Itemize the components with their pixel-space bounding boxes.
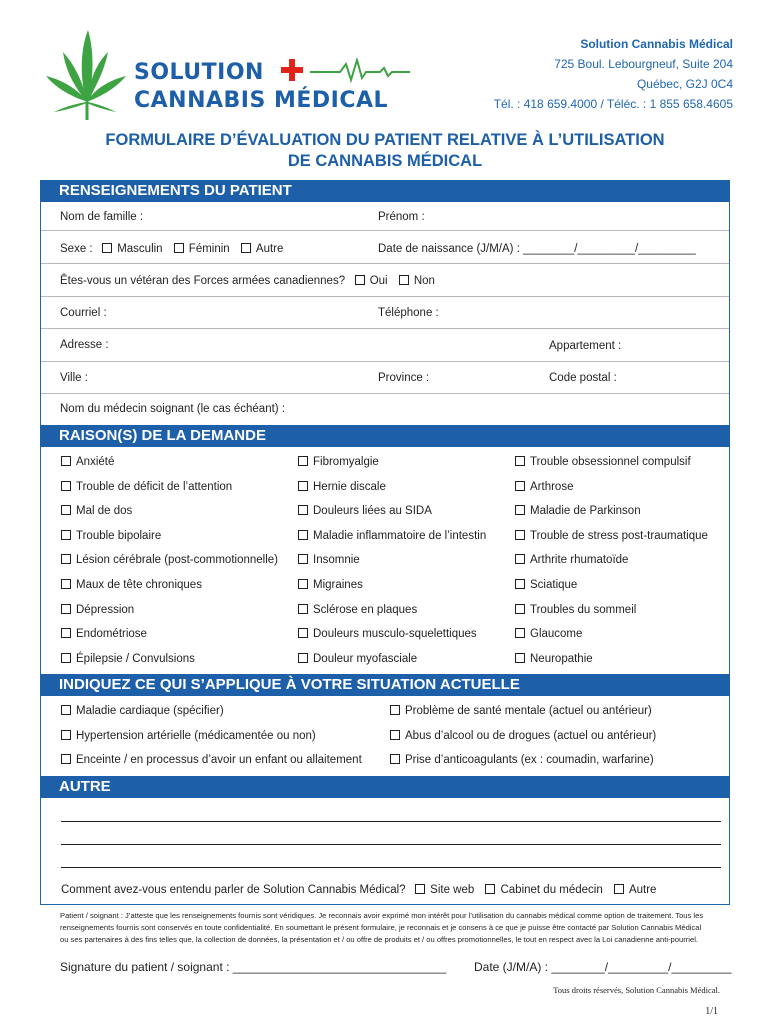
checkbox[interactable] [485, 884, 495, 894]
reason-label: Endométriose [76, 628, 147, 641]
checkbox[interactable] [515, 628, 525, 638]
reason-item[interactable] [298, 480, 386, 494]
form-title-line1: FORMULAIRE D’ÉVALUATION DU PATIENT RELATIVE À L’UTILISATION [105, 131, 665, 149]
checkbox[interactable] [515, 505, 525, 515]
checkbox[interactable] [61, 456, 71, 466]
reason-label: Anxiété [76, 456, 115, 468]
reason-item[interactable] [298, 504, 432, 518]
reason-item[interactable] [515, 529, 708, 543]
date-field[interactable]: Date (J/M/A) : ________/_________/_________ [474, 960, 732, 974]
reason-label: Hernie discale [313, 480, 386, 493]
checkbox[interactable] [61, 554, 71, 564]
row-divider [41, 230, 729, 231]
referral-question: Comment avez-vous entendu parler de Solution Cannabis Médical? [61, 884, 406, 896]
section-header-other: AUTRE [40, 776, 730, 798]
reason-label: Trouble de stress post-traumatique [530, 529, 708, 542]
reason-label: Migraines [313, 579, 363, 591]
doctor-field[interactable]: Nom du médecin soignant (le cas échéant) : [60, 403, 286, 415]
checkbox[interactable] [174, 243, 184, 253]
page-number: 1/1 [705, 1006, 718, 1017]
checkbox[interactable] [515, 604, 525, 614]
signature-field[interactable]: Signature du patient / soignant : ________________________________ [60, 960, 447, 974]
checkbox[interactable] [515, 579, 525, 589]
reason-label: Mal de dos [76, 505, 133, 518]
comment-line[interactable] [61, 844, 721, 845]
section-header-patient: RENSEIGNEMENTS DU PATIENT [40, 180, 730, 202]
referral-field [61, 883, 664, 897]
reason-label: Épilepsie / Convulsions [76, 652, 195, 665]
reason-item[interactable] [298, 578, 363, 592]
reason-label: Douleur myofasciale [313, 652, 418, 665]
reason-label: Sciatique [530, 579, 578, 591]
checkbox[interactable] [399, 275, 409, 285]
address-line1: 725 Boul. Lebourgneuf, Suite 204 [554, 57, 733, 71]
veteran-option-no[interactable]: Non [399, 275, 435, 287]
reason-item[interactable] [61, 480, 232, 494]
reason-item[interactable] [298, 529, 486, 543]
reason-item[interactable] [515, 480, 573, 494]
checkbox[interactable] [102, 243, 112, 253]
form-title [0, 130, 770, 172]
reason-item[interactable] [61, 603, 134, 617]
checkbox[interactable] [515, 481, 525, 491]
city-field[interactable]: Ville : [60, 372, 88, 384]
province-field[interactable]: Province : [378, 372, 430, 384]
reason-item[interactable] [515, 553, 628, 567]
checkbox[interactable] [61, 628, 71, 638]
address-field[interactable]: Adresse : [60, 339, 109, 351]
situation-item[interactable] [390, 704, 652, 718]
reason-item[interactable] [298, 455, 379, 469]
checkbox[interactable] [61, 481, 71, 491]
checkbox[interactable] [298, 604, 308, 614]
apartment-field[interactable]: Appartement : [549, 340, 622, 352]
situation-item[interactable] [61, 704, 224, 718]
situation-label: Maladie cardiaque (spécifier) [76, 705, 224, 717]
checkbox[interactable] [515, 554, 525, 564]
checkbox[interactable] [61, 530, 71, 540]
situation-item[interactable] [61, 729, 316, 743]
checkbox[interactable] [61, 705, 71, 715]
checkbox[interactable] [241, 243, 251, 253]
section-header-reasons: RAISON(S) DE LA DEMANDE [40, 425, 730, 447]
sex-option-male[interactable]: Masculin [102, 243, 162, 255]
reason-item[interactable] [61, 504, 132, 518]
reason-item[interactable] [298, 603, 417, 617]
reason-item[interactable] [61, 652, 195, 666]
reason-item[interactable] [61, 627, 147, 641]
reason-label: Glaucome [530, 628, 583, 641]
phone-field[interactable]: Téléphone : [378, 307, 439, 319]
reason-item[interactable] [61, 553, 278, 567]
checkbox[interactable] [614, 884, 624, 894]
reason-item[interactable] [298, 627, 477, 641]
referral-option-doctor[interactable]: Cabinet du médecin [485, 884, 602, 896]
referral-option-other[interactable]: Autre [614, 884, 657, 896]
checkbox[interactable] [390, 730, 400, 740]
referral-option-website[interactable]: Site web [415, 884, 474, 896]
postal-code-field[interactable]: Code postal : [549, 372, 617, 384]
reason-label: Douleurs liées au SIDA [313, 505, 432, 518]
veteran-field [60, 274, 443, 288]
phone-line: Tél. : 418 659.4000 / Téléc. : 1 855 658.4605 [493, 97, 733, 111]
row-divider [41, 393, 729, 394]
row-divider [41, 361, 729, 362]
reason-item[interactable] [61, 529, 161, 543]
reason-label: Troubles du sommeil [530, 603, 637, 616]
reason-label: Trouble obsessionnel compulsif [530, 456, 691, 468]
reason-label: Insomnie [313, 554, 360, 567]
checkbox[interactable] [298, 579, 308, 589]
reason-label: Maux de tête chroniques [76, 579, 202, 591]
checkbox[interactable] [390, 705, 400, 715]
reason-item[interactable] [61, 578, 202, 592]
situation-item[interactable] [390, 729, 656, 743]
form-title-line2: DE CANNABIS MÉDICAL [287, 152, 483, 170]
reason-item[interactable] [515, 455, 691, 469]
comment-line[interactable] [61, 867, 721, 868]
medical-cross-icon [281, 59, 303, 81]
section-header-situation: INDIQUEZ CE QUI S’APPLIQUE À VOTRE SITUATION ACTUELLE [40, 674, 730, 696]
company-name: Solution Cannabis Médical [580, 37, 733, 51]
reason-item[interactable] [515, 504, 641, 518]
reason-item[interactable] [515, 627, 582, 641]
reason-label: Lésion cérébrale (post-commotionnelle) [76, 554, 278, 567]
heartbeat-line-icon [310, 58, 410, 84]
reason-item[interactable] [515, 603, 636, 617]
situation-label: Enceinte / en processus d’avoir un enfant ou allaitement [76, 754, 362, 766]
checkbox[interactable] [355, 275, 365, 285]
last-name-field[interactable]: Nom de famille : [60, 211, 144, 223]
reason-label: Trouble bipolaire [76, 529, 162, 542]
checkbox[interactable] [298, 554, 308, 564]
situation-label: Problème de santé mentale (actuel ou antérieur) [405, 705, 652, 717]
veteran-option-yes[interactable]: Oui [355, 275, 388, 287]
dob-field[interactable]: Date de naissance (J/M/A) : ________/_________/_________ [378, 243, 696, 255]
logo-line1: SOLUTION [134, 60, 264, 85]
checkbox[interactable] [298, 456, 308, 466]
rights-notice: Tous droits réservés, Solution Cannabis Médical. [553, 985, 720, 995]
row-divider [41, 263, 729, 264]
situation-label: Prise d’anticoagulants (ex : coumadin, warfarine) [405, 754, 654, 766]
checkbox[interactable] [61, 653, 71, 663]
logo-line2: CANNABIS MÉDICAL [134, 88, 389, 113]
reason-label: Maladie de Parkinson [530, 505, 641, 518]
checkbox[interactable] [61, 579, 71, 589]
checkbox[interactable] [298, 628, 308, 638]
situation-item[interactable] [390, 753, 654, 767]
sex-option-female[interactable]: Féminin [174, 243, 230, 255]
checkbox[interactable] [415, 884, 425, 894]
sex-label: Sexe : [60, 243, 93, 255]
reason-item[interactable] [515, 578, 577, 592]
checkbox[interactable] [515, 530, 525, 540]
checkbox[interactable] [298, 530, 308, 540]
cannabis-leaf-icon [38, 30, 134, 122]
checkbox[interactable] [61, 730, 71, 740]
company-info [494, 34, 733, 114]
address-line2: Québec, G2J 0C4 [636, 77, 733, 91]
reason-item[interactable] [515, 652, 593, 666]
veteran-question: Êtes-vous un vétéran des Forces armées canadiennes? [60, 275, 346, 287]
checkbox[interactable] [61, 604, 71, 614]
consent-text [60, 910, 740, 946]
reason-label: Arthrose [530, 480, 574, 493]
reason-label: Dépression [76, 603, 135, 616]
reason-label: Arthrite rhumatoïde [530, 554, 629, 567]
checkbox[interactable] [298, 653, 308, 663]
reason-label: Douleurs musculo-squelettiques [313, 628, 477, 641]
situation-label: Hypertension artérielle (médicamentée ou non) [76, 729, 316, 742]
company-logo [38, 30, 410, 120]
reason-label: Trouble de déficit de l’attention [76, 480, 233, 493]
checkbox[interactable] [515, 456, 525, 466]
checkbox[interactable] [298, 505, 308, 515]
first-name-field[interactable]: Prénom : [378, 211, 425, 223]
email-field[interactable]: Courriel : [60, 307, 107, 319]
situation-label: Abus d’alcool ou de drogues (actuel ou antérieur) [405, 729, 657, 742]
reason-label: Maladie inflammatoire de l’intestin [313, 529, 487, 542]
checkbox[interactable] [515, 653, 525, 663]
row-divider [41, 328, 729, 329]
sex-option-other[interactable]: Autre [241, 243, 284, 255]
reason-label: Sclérose en plaques [313, 603, 418, 616]
reason-label: Fibromyalgie [313, 456, 379, 468]
reason-item[interactable] [298, 553, 360, 567]
situation-item[interactable] [61, 753, 362, 767]
checkbox[interactable] [61, 505, 71, 515]
reason-label: Neuropathie [530, 652, 593, 665]
checkbox[interactable] [390, 754, 400, 764]
row-divider [41, 296, 729, 297]
checkbox[interactable] [61, 754, 71, 764]
reason-item[interactable] [298, 652, 417, 666]
checkbox[interactable] [298, 481, 308, 491]
sex-field [60, 242, 291, 256]
reason-item[interactable] [61, 455, 114, 469]
comment-line[interactable] [61, 821, 721, 822]
consent-line: renseignements fournis sont conservés en toute confidentialité. En soumettant le présent formulaire, je reconnais et je consens à ce que je puisse être contacté par Solution Cannabis Médical [60, 923, 702, 932]
consent-line: ou ses partenaires à des fins telles que, la collection de données, la présentation et / ou offre de produits et / ou offres promotionnelles, le tout en respect avec la Loi canadienne anti-pourriel. [60, 935, 698, 944]
consent-line: Patient / soignant : J’atteste que les renseignements fournis sont véridiques. Je reconnais avoir exprimé mon intérêt pour l’utilisation du cannabis médical comme option de traitement. Tous les [60, 911, 704, 920]
